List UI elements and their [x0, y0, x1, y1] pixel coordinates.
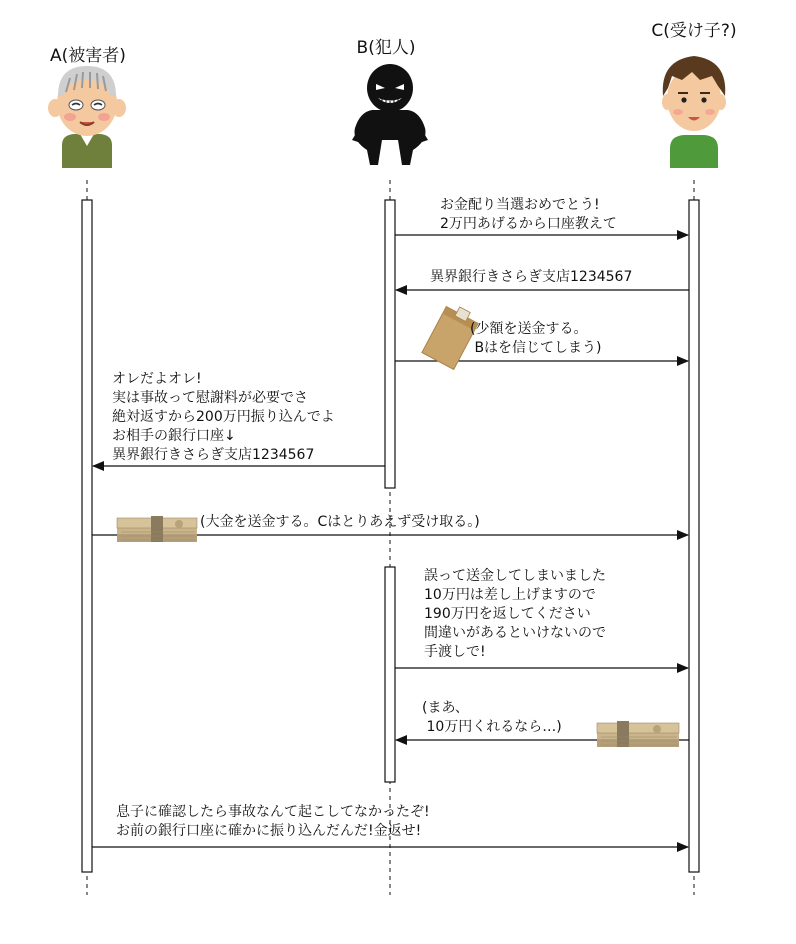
message-m5-text: (大金を送金する。Cはとりあえず受け取る。) [200, 514, 480, 530]
actor-a-label: A(被害者) [50, 46, 126, 66]
message-m1-text: お金配り当選おめでとう! 2万円あげるから口座教えて [440, 197, 617, 232]
actor-b-label: B(犯人) [356, 38, 416, 58]
actor-c-label: C(受け子?) [651, 21, 737, 41]
activation-bar-c [689, 200, 699, 872]
activation-bar-b-1 [385, 200, 395, 488]
message-m4-text: オレだよオレ! 実は事故って慰謝料が必要でさ 絶対返すから200万円振り込んでよ お相手の銀行口座↓ 異界銀行きさらぎ支店1234567 [112, 371, 335, 463]
message-m8-text: 息子に確認したら事故なんて起こしてなかったぞ! お前の銀行口座に確かに振り込んだんだ!金返せ! [116, 804, 430, 839]
message-m3-text: (少額を送金する。 Bはを信じてしまう) [470, 321, 602, 356]
activation-bar-a [82, 200, 92, 872]
masked-criminal-icon [352, 64, 428, 165]
message-m2-text: 異界銀行きさらぎ支店1234567 [430, 269, 633, 285]
message-m7-text: (まあ、 10万円くれるなら…) [422, 700, 562, 735]
message-m6-text: 誤って送金してしまいました 10万円は差し上げますので 190万円を返してください 間違いがあるといけないので 手渡しで! [424, 568, 606, 660]
cash-bundle-icon [597, 721, 679, 747]
young-man-icon [662, 56, 726, 168]
cash-bundle-icon [117, 516, 197, 542]
activation-bar-b-2 [385, 567, 395, 782]
elderly-man-icon [48, 66, 126, 168]
